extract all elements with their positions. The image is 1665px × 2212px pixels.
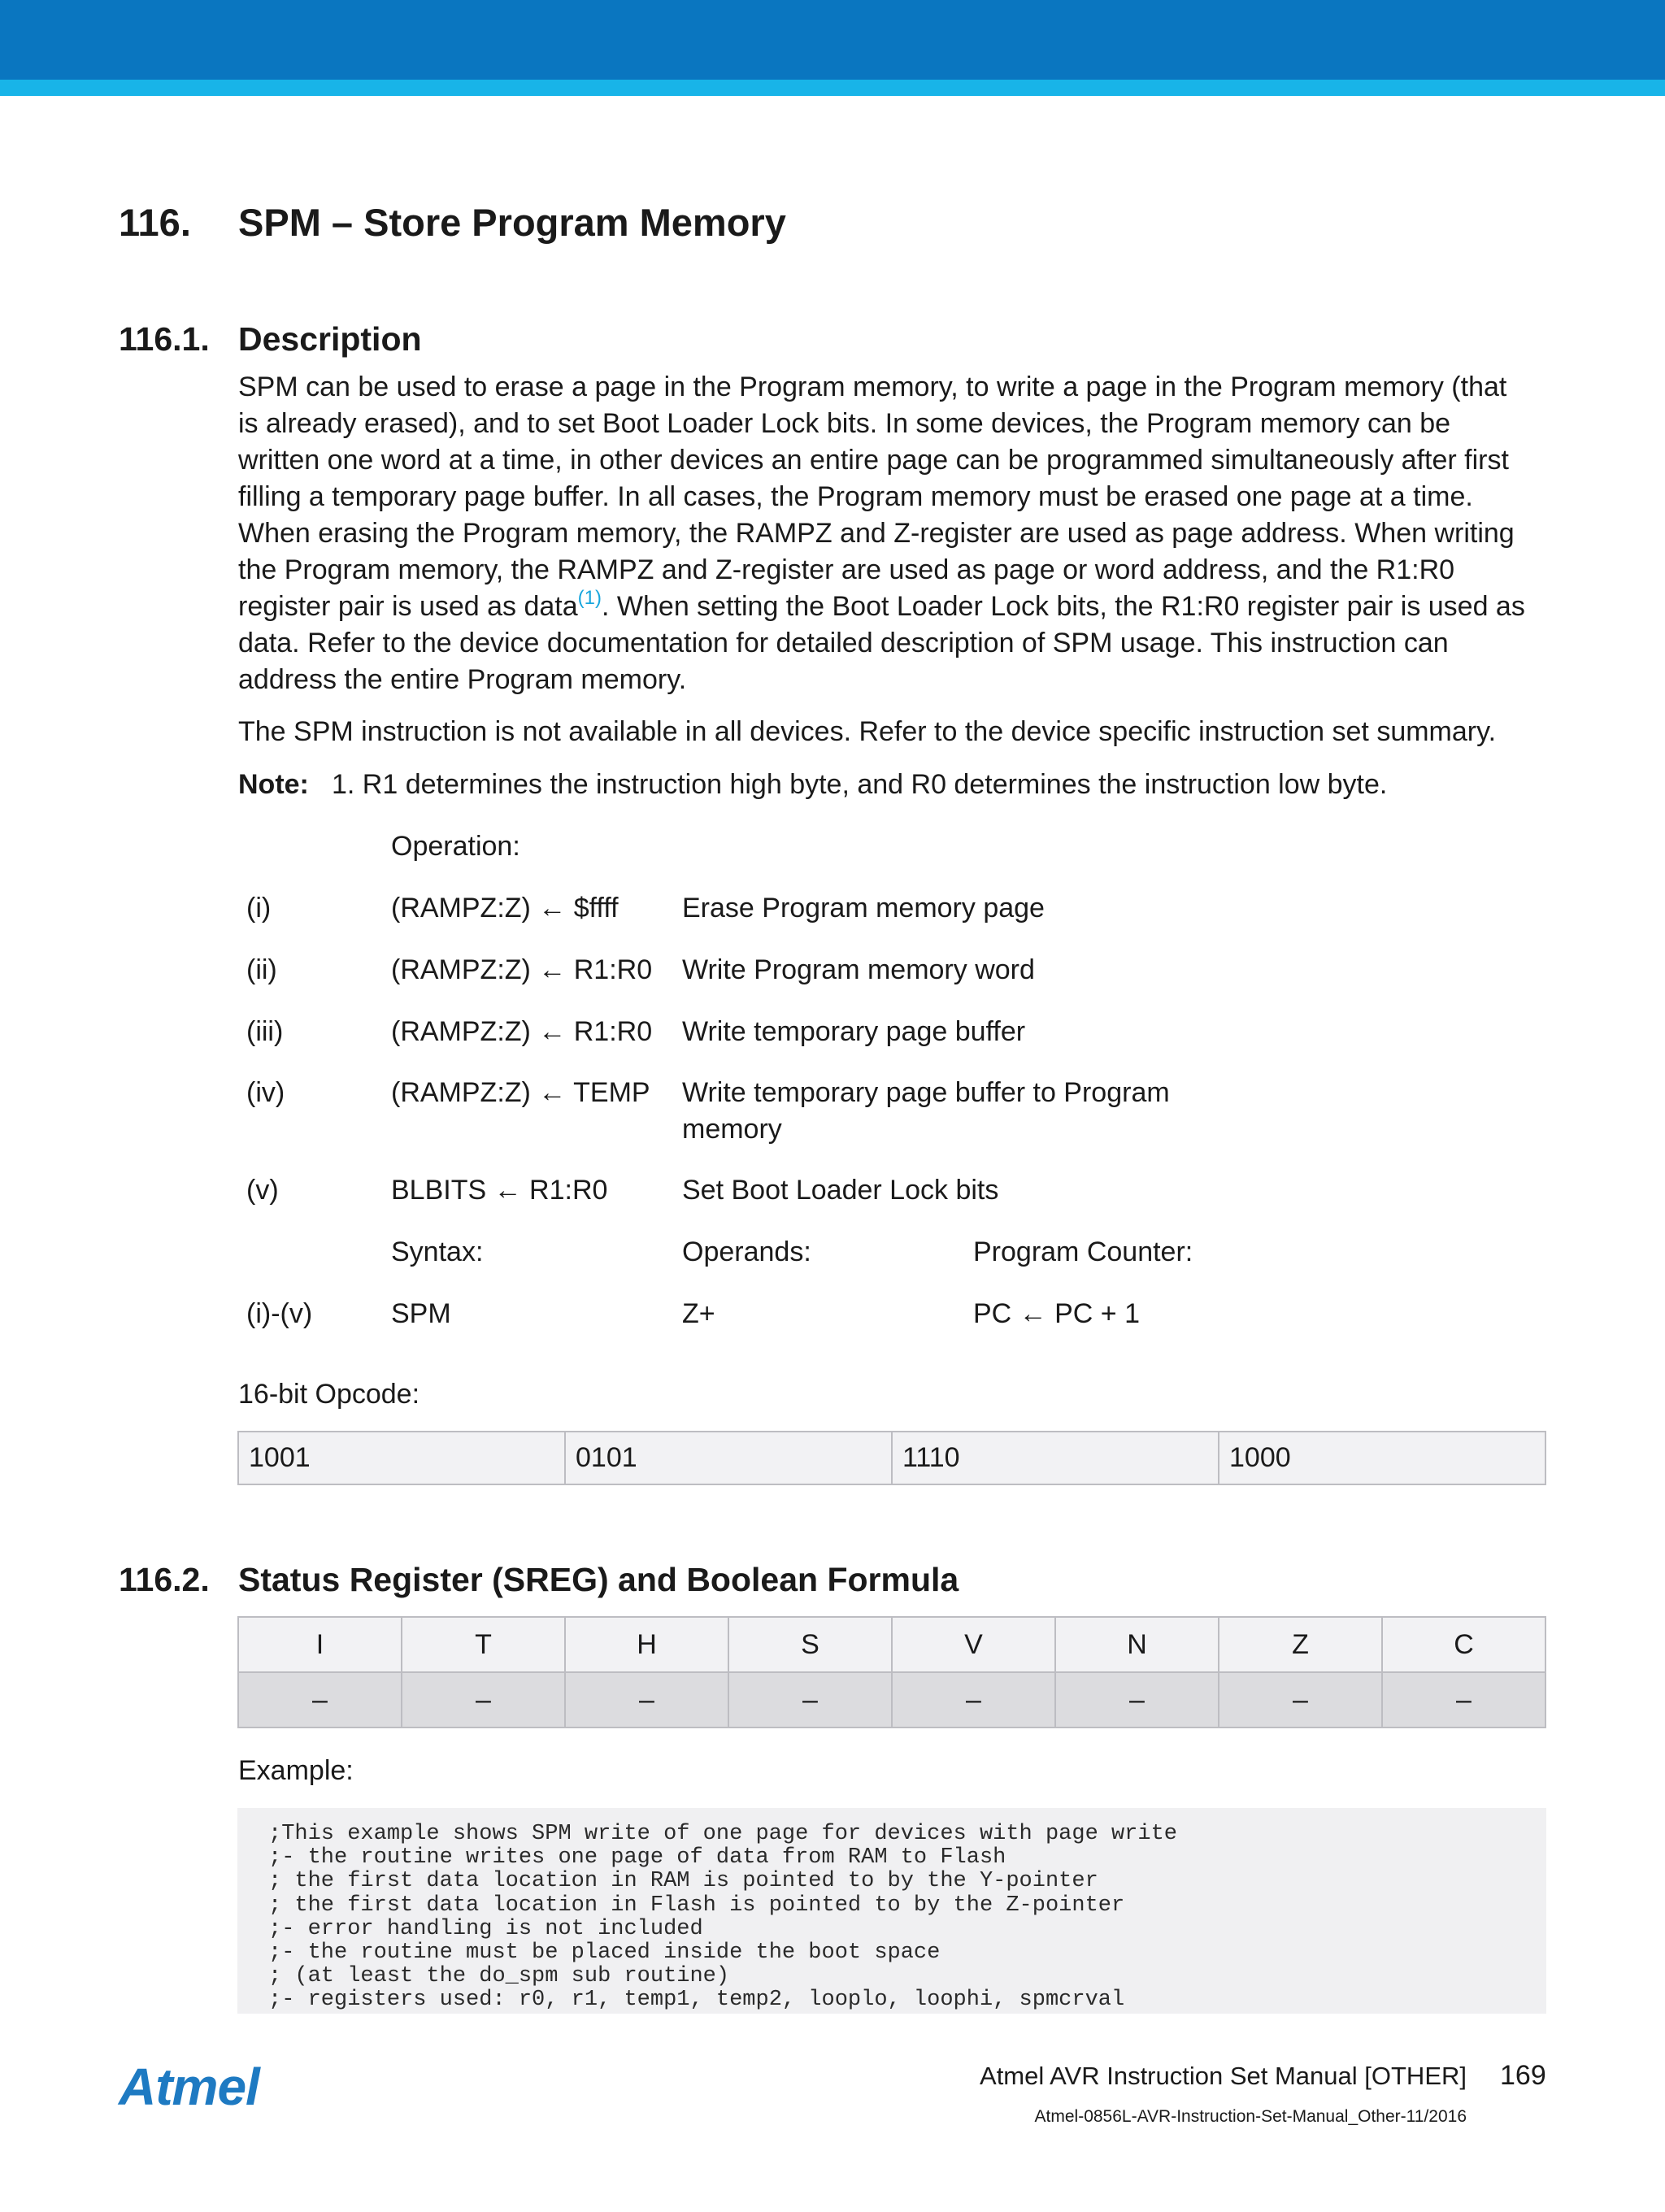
description-line: the Program memory, the RAMPZ and Z-register are used as page or word address, and the R1:R0 [238, 554, 1455, 585]
sreg-number: 116.2. [119, 1561, 210, 1598]
operands-header: Operands: [682, 1236, 811, 1267]
sreg-flag: S [729, 1618, 893, 1671]
code-line: ;- the routine must be placed inside the boot space [268, 1940, 941, 1966]
note-text: 1. R1 determines the instruction high byte, and R0 determines the instruction low byte. [332, 769, 1388, 800]
operation-expression: (RAMPZ:Z) ← $ffff [391, 893, 619, 923]
sreg-header-row [239, 1618, 1545, 1673]
opcode-cell: 1000 [1229, 1442, 1291, 1473]
description-paragraph [238, 369, 1555, 698]
opcode-table [237, 1431, 1546, 1485]
sreg-value: – [402, 1673, 566, 1727]
syntax-value: SPM [391, 1298, 451, 1329]
example-label: Example: [238, 1755, 354, 1786]
description-text: . When setting the Boot Loader Lock bits, the R1:R0 register pair is used as [602, 591, 1525, 622]
sreg-value: – [1219, 1673, 1383, 1727]
sreg-value: – [1456, 1684, 1472, 1715]
sreg-flag: V [893, 1618, 1056, 1671]
operation-id: (v) [246, 1175, 279, 1206]
sreg-flag: Z [1219, 1618, 1383, 1671]
description-line: written one word at a time, in other devices an entire page can be programmed simultaneously after first [238, 445, 1509, 476]
footer-document-id: Atmel-0856L-AVR-Instruction-Set-Manual_Other-11/2016 [1034, 2107, 1467, 2126]
header-bar [0, 0, 1665, 80]
atmel-logo: Atmel [119, 2058, 259, 2116]
operation-description: Write Program memory word [682, 954, 1035, 985]
opcode-cell: 0101 [566, 1432, 893, 1484]
code-line: ; (at least the do_spm sub routine) [268, 1964, 730, 1989]
operation-id: (ii) [246, 954, 277, 985]
code-block [237, 1808, 1546, 2014]
description-line: is already erased), and to set Boot Loader Lock bits. In some devices, the Program memory can be [238, 408, 1451, 439]
description-line: data. Refer to the device documentation for detailed description of SPM usage. This instruction can [238, 628, 1449, 658]
sreg-value-row [239, 1673, 1545, 1727]
description-line: SPM can be used to erase a page in the Program memory, to write a page in the Program memory (that [238, 372, 1507, 402]
description-number: 116.1. [119, 320, 210, 358]
operation-expression: BLBITS ← R1:R0 [391, 1175, 608, 1206]
sreg-value: – [1056, 1673, 1219, 1727]
sreg-value: – [566, 1673, 729, 1727]
operation-description: Write temporary page buffer [682, 1016, 1026, 1047]
header-stripe [0, 80, 1665, 96]
code-line: ; the first data location in Flash is pointed to by the Z-pointer [268, 1893, 1125, 1918]
code-line: ;- error handling is not included [268, 1916, 703, 1941]
operation-description: memory [682, 1114, 782, 1145]
opcode-cell: 1110 [893, 1432, 1219, 1484]
description-line: When erasing the Program memory, the RAMPZ and Z-register are used as page address. When writing [238, 518, 1515, 549]
operation-expression: (RAMPZ:Z) ← TEMP [391, 1077, 650, 1108]
note-label: Note: [238, 769, 309, 800]
section-number: 116. [119, 201, 191, 244]
description-text: register pair is used as data [238, 591, 578, 622]
sreg-value: – [239, 1673, 402, 1727]
sreg-value: – [729, 1673, 893, 1727]
operation-description: Set Boot Loader Lock bits [682, 1175, 999, 1206]
operation-description: Erase Program memory page [682, 893, 1045, 923]
operands-value: Z+ [682, 1298, 715, 1329]
sreg-flag: I [239, 1618, 402, 1671]
operation-header: Operation: [391, 831, 520, 862]
description-line: filling a temporary page buffer. In all cases, the Program memory must be erased one page at a time. [238, 481, 1473, 512]
code-line: ;This example shows SPM write of one page for devices with page write [268, 1822, 1177, 1846]
section-title: SPM – Store Program Memory [238, 201, 786, 244]
opcode-cell: 1001 [239, 1432, 566, 1484]
operation-description: Write temporary page buffer to Program [682, 1077, 1170, 1108]
sreg-heading: Status Register (SREG) and Boolean Formula [238, 1561, 959, 1598]
description-heading: Description [238, 320, 422, 358]
opcode-label: 16-bit Opcode: [238, 1379, 420, 1410]
sreg-value: – [893, 1673, 1056, 1727]
syntax-header: Syntax: [391, 1236, 484, 1267]
footnote-reference-link[interactable]: (1) [577, 587, 602, 609]
syntax-id: (i)-(v) [246, 1298, 313, 1329]
code-line: ;- registers used: r0, r1, temp1, temp2, looplo, loophi, spmcrval [268, 1988, 1125, 2013]
code-line: ;- the routine writes one page of data from RAM to Flash [268, 1845, 1006, 1871]
description-line [238, 589, 1555, 625]
footer-page-number: 169 [1500, 2060, 1546, 2091]
program-counter-header: Program Counter: [973, 1236, 1193, 1267]
operation-id: (i) [246, 893, 272, 923]
operation-expression: (RAMPZ:Z) ← R1:R0 [391, 954, 653, 985]
sreg-flag: T [402, 1618, 566, 1671]
sreg-flag: C [1454, 1629, 1474, 1660]
sreg-table [237, 1616, 1546, 1728]
description-line: address the entire Program memory. [238, 664, 687, 695]
sreg-flag: N [1056, 1618, 1219, 1671]
operation-expression: (RAMPZ:Z) ← R1:R0 [391, 1016, 653, 1047]
sreg-flag: H [566, 1618, 729, 1671]
operation-id: (iii) [246, 1016, 284, 1047]
operation-id: (iv) [246, 1077, 285, 1108]
footer-manual-title: Atmel AVR Instruction Set Manual [OTHER] [980, 2062, 1467, 2090]
availability-text: The SPM instruction is not available in all devices. Refer to the device specific instruction set summary. [238, 716, 1497, 747]
code-line: ; the first data location in RAM is pointed to by the Y-pointer [268, 1869, 1098, 1894]
program-counter-value: PC ← PC + 1 [973, 1298, 1141, 1329]
